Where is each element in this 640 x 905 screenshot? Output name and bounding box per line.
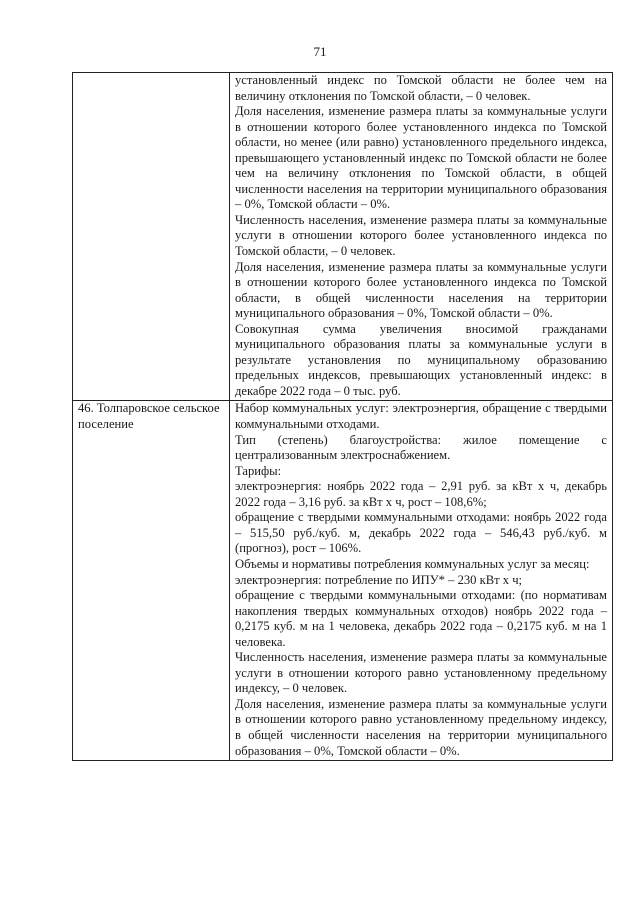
paragraph: Доля населения, изменение размера платы за коммунальные услуги в отношении которого равно установленному предельному индексу, в общей численности населения на территории муниципального образования – 0%, Томской области – 0%. — [235, 696, 607, 758]
table-row — [73, 73, 613, 401]
description-cell — [230, 73, 613, 401]
paragraph: Тип (степень) благоустройства: жилое помещение с централизованным электроснабжением. — [235, 432, 607, 463]
paragraph: Совокупная сумма увеличения вносимой гражданами муниципального образования платы за коммунальные услуги в результате установления по муниципальному образованию предельных индексов, превышающих установленный индекс: в декабре 2022 года – 0 тыс. руб. — [235, 321, 607, 398]
paragraph: Объемы и нормативы потребления коммунальных услуг за месяц: — [235, 556, 590, 571]
municipality-table — [72, 72, 613, 761]
paragraph: Тарифы: — [235, 463, 282, 478]
page-number: 71 — [313, 44, 327, 59]
paragraph: Численность населения, изменение размера платы за коммунальные услуги в отношении которого более установленного индекса по Томской области, – 0 человек. — [235, 212, 607, 259]
paragraph: Доля населения, изменение размера платы за коммунальные услуги в отношении которого более установленного индекса по Томской области, но менее (или равно) установленного предельного индекса, превышающего установленный индекс по Томской области не более чем на величину отклонения по Томской области, в общей численности населения на территории муниципального образования – 0%, Томской области – 0%. — [235, 104, 607, 212]
description-cell — [230, 401, 613, 761]
paragraph: электроэнергия: потребление по ИПУ* – 230 кВт х ч; — [235, 572, 523, 587]
municipality-name-cell: 46. Толпаровское сельское поселение — [73, 401, 230, 761]
table-row — [73, 401, 613, 761]
paragraph: обращение с твердыми коммунальными отходами: ноябрь 2022 года – 515,50 руб./куб. м, декабрь 2022 года – 546,43 руб./куб. м (прогноз), рост – 106%. — [235, 510, 607, 556]
paragraph: установленный индекс по Томской области не более чем на величину отклонения по Томской области, – 0 человек. — [235, 73, 607, 103]
paragraph: Численность населения, изменение размера платы за коммунальные услуги в отношении которого равно установленному предельному индексу, – 0 человек. — [235, 650, 607, 696]
municipality-name-cell — [73, 73, 230, 401]
paragraph: обращение с твердыми коммунальными отходами: (по нормативам накопления твердых коммунальных отходов) ноябрь 2022 года – 0,2175 куб. м на 1 человека, декабрь 2022 года – 0,2175 куб. м на 1 человека. — [235, 588, 607, 649]
paragraph: Набор коммунальных услуг: электроэнергия, обращение с твердыми коммунальными отходами. — [235, 401, 607, 432]
paragraph: Доля населения, изменение размера платы за коммунальные услуги в отношении которого более установленного индекса по Томской области, в общей численности населения на территории муниципального образования – 0%, Томской области – 0%. — [235, 259, 607, 321]
paragraph: электроэнергия: ноябрь 2022 года – 2,91 руб. за кВт х ч, декабрь 2022 года – 3,16 руб. за кВт х ч, рост – 108,6%; — [235, 479, 607, 509]
